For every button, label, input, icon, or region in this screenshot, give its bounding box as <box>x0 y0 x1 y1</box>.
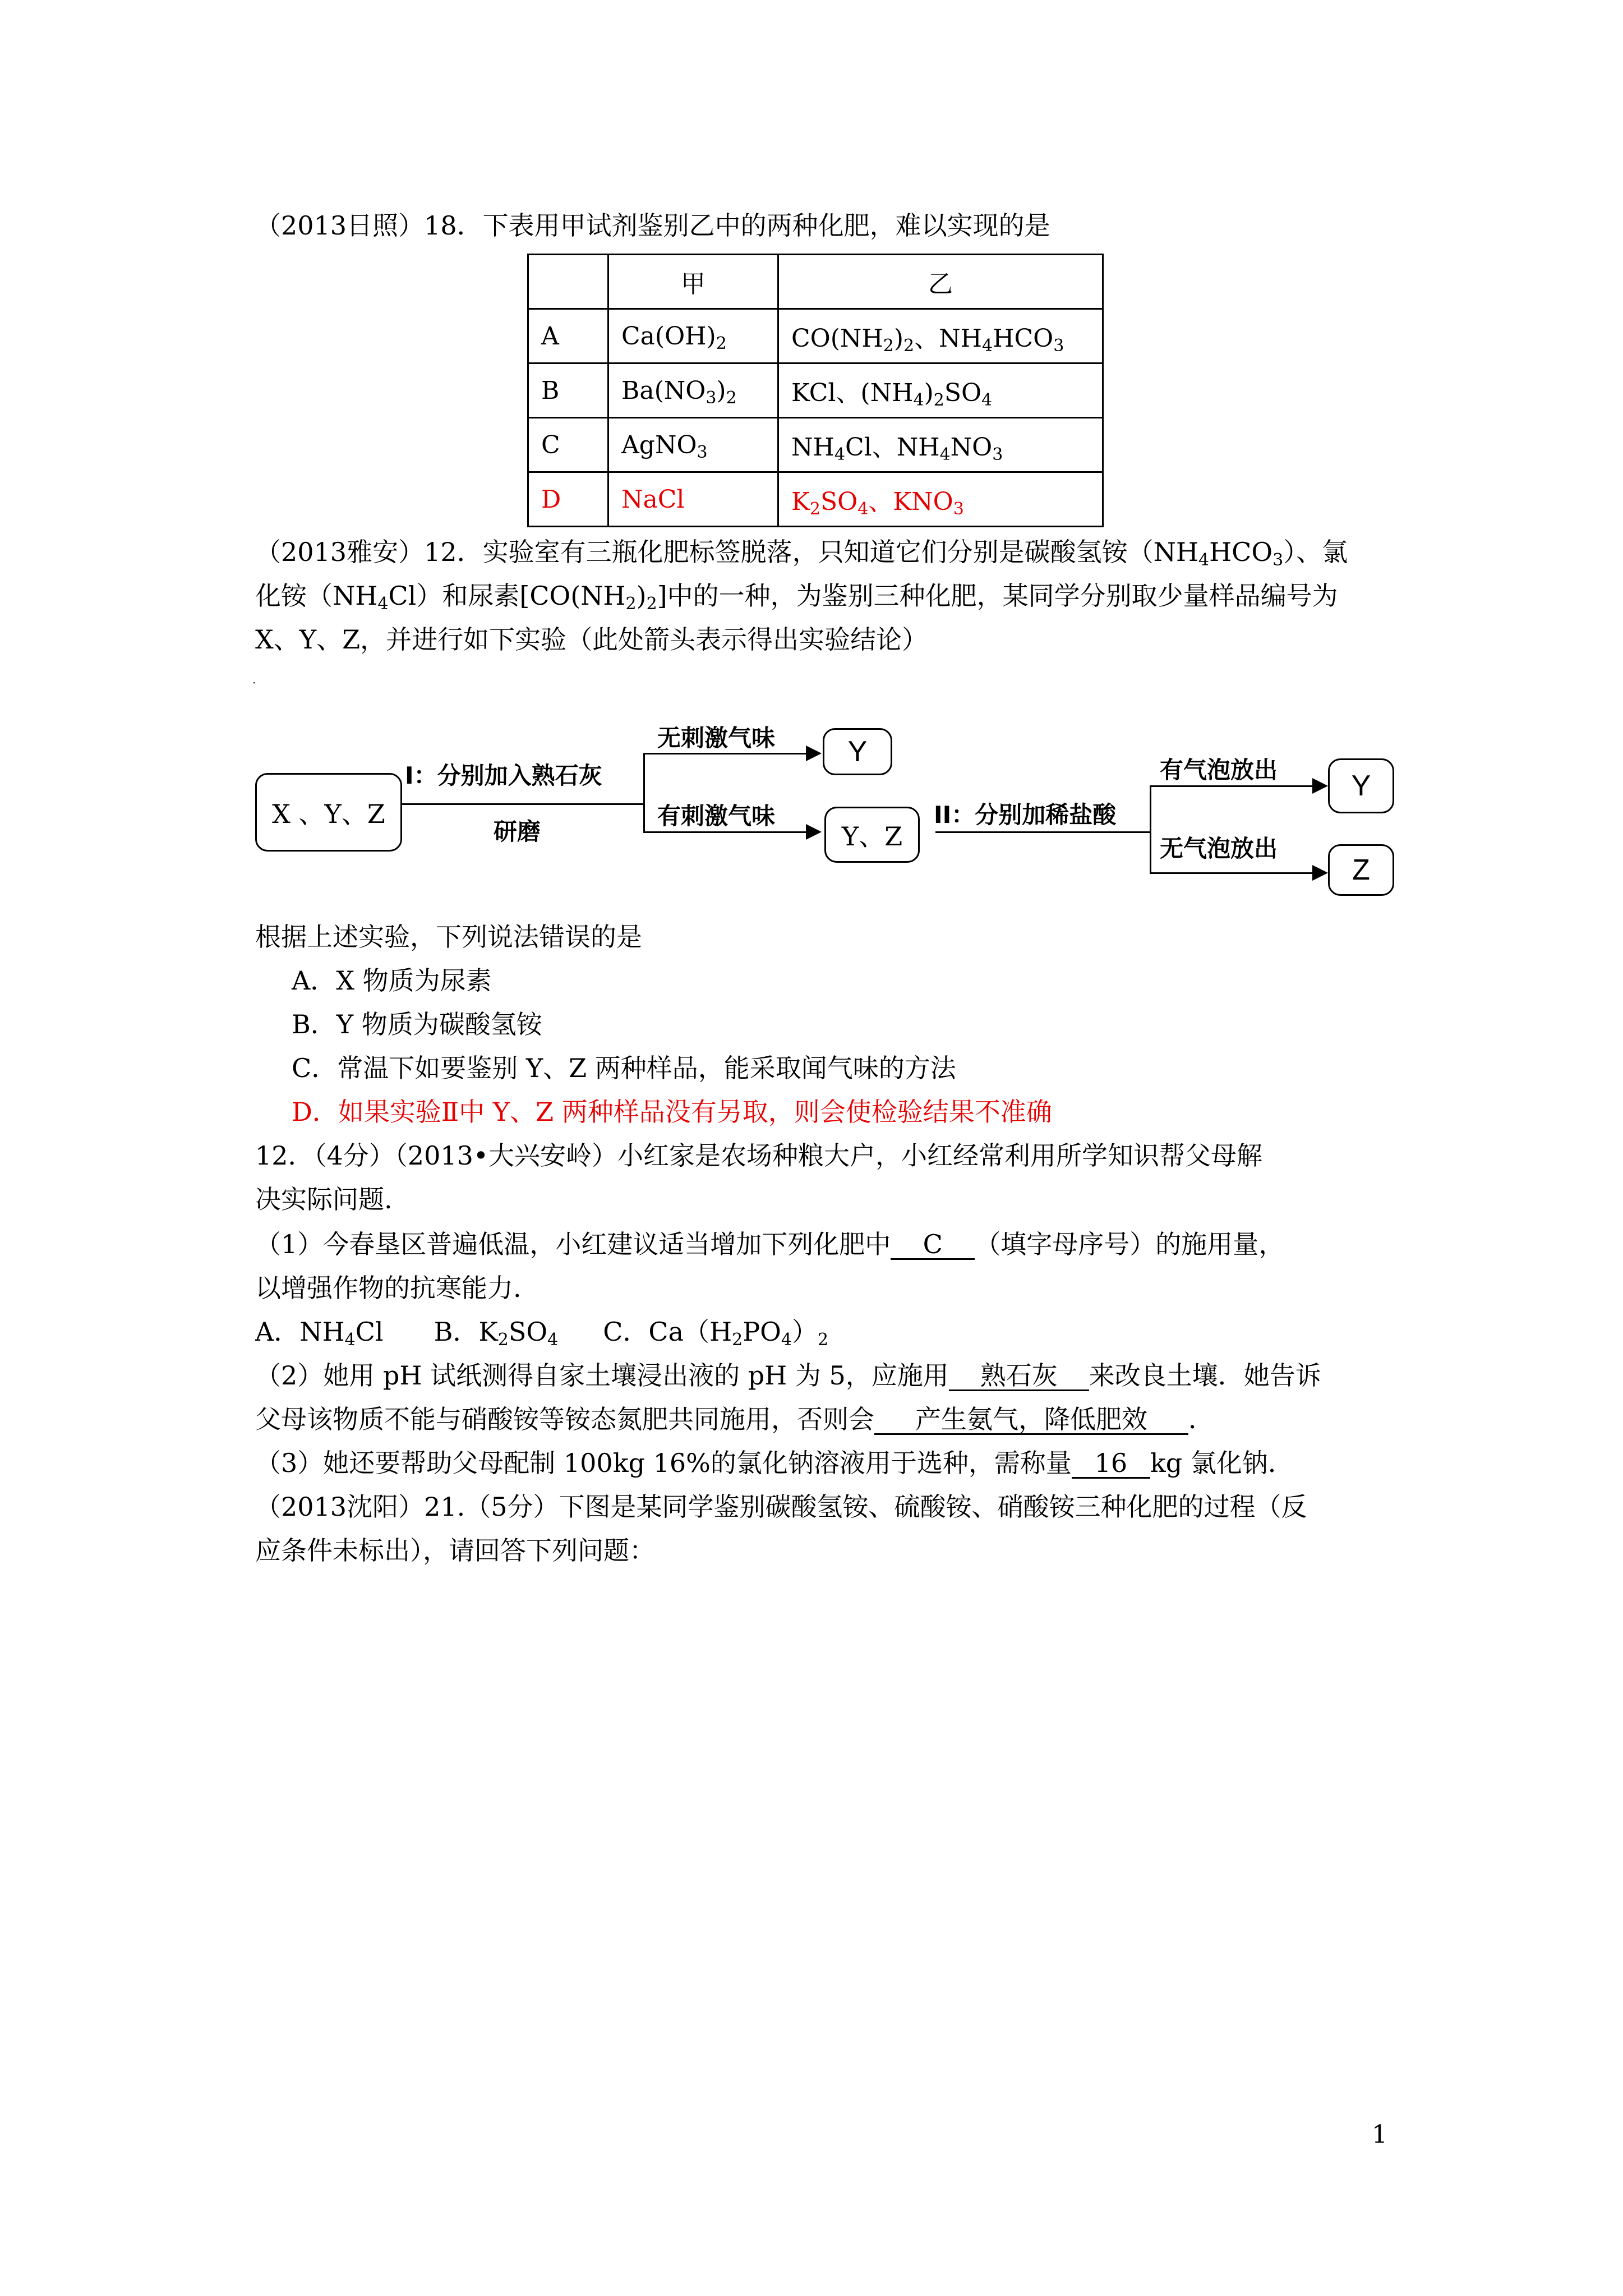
header-cell-jia: 甲 <box>608 255 778 309</box>
fertilizer-yi: $K_2SO_4$、$KNO_3$ <box>778 472 1103 527</box>
answer-blank: 产生氨气，降低肥效 <box>874 1405 1188 1435</box>
flow-step1-label: I：分别加入熟石灰 <box>405 762 602 789</box>
flow-mid-box: Y、Z <box>824 807 920 863</box>
q2-line2: 化铵$(NH_4Cl)$和尿素$[CO(NH_2)_2]$中的一种，为鉴别三种化肥，某同学分别取少量样品编号为 <box>255 581 1338 614</box>
q2-option-a: A．X 物质为尿素 <box>292 965 492 996</box>
page-number: 1 <box>1372 2120 1387 2149</box>
arrow-icon <box>806 746 822 761</box>
reagent-jia: NaCl <box>608 472 778 527</box>
reagent-table <box>527 254 1104 527</box>
row-label: C <box>528 418 608 472</box>
q2-option-c: C．常温下如要鉴别 Y、Z 两种样品，能采取闻气味的方法 <box>292 1053 956 1083</box>
table-row-answer <box>528 472 1103 527</box>
q4-line1: （2013沈阳）21.（5分）下图是某同学鉴别碳酸氢铵、硫酸铵、硝酸铵三种化肥的过程（反 <box>255 1492 1307 1522</box>
q3-part3: （3）她还要帮助父母配制 100kg 16%的氯化钠溶液用于选种，需称量 16 kg 氯化钠． <box>255 1448 1294 1478</box>
q3-line2: 决实际问题. <box>255 1184 393 1214</box>
reagent-jia: AgNO$_3$ <box>608 418 778 472</box>
row-label: B <box>528 364 608 418</box>
table-row <box>528 418 1103 472</box>
flow-branch-up-label: 无刺激气味 <box>657 724 776 752</box>
answer-blank: 16 <box>1072 1449 1150 1479</box>
arrow-icon <box>806 824 822 840</box>
flow-branch-down-label: 有刺激气味 <box>657 802 776 830</box>
q3-line1: 12．（4分）（2013•大兴安岭）小红家是农场种粮大户，小红经常利用所学知识帮父母解 <box>255 1140 1262 1171</box>
flow-result-y-box: Y <box>823 728 892 775</box>
fertilizer-yi: $NH_4Cl$、$NH_4NO_3$ <box>778 418 1103 472</box>
table-row <box>528 309 1103 364</box>
flow-branch2-up-label: 有气泡放出 <box>1160 756 1278 784</box>
flow-result-y2-box: Y <box>1328 758 1394 813</box>
q2-option-b: B．Y 物质为碳酸氢铵 <box>292 1009 542 1039</box>
flow-result-z-box: Z <box>1328 844 1394 896</box>
q2-line1: （2013雅安）12．实验室有三瓶化肥标签脱落，只知道它们分别是碳酸氢铵$(NH_4HCO_3)$、氯 <box>255 537 1348 570</box>
q2-option-d-answer: D．如果实验Ⅱ中 Y、Z 两种样品没有另取，则会使检验结果不准确 <box>292 1097 1052 1127</box>
header-cell-yi: 乙 <box>778 255 1103 309</box>
arrow-icon <box>1312 865 1328 881</box>
answer-blank: C <box>891 1230 975 1260</box>
flow-branch-line <box>643 753 645 831</box>
flow-step2-label: II：分别加稀盐酸 <box>934 801 1117 829</box>
q3-part1: （1）今春垦区普遍低温，小红建议适当增加下列化肥中 C （填字母序号）的施用量， <box>255 1229 1285 1259</box>
flow-branch2-down-label: 无气泡放出 <box>1160 835 1278 862</box>
q1-title: （2013日照）18．下表用甲试剂鉴别乙中的两种化肥，难以实现的是 <box>255 210 1050 241</box>
q3-part1-cont: 以增强作物的抗寒能力. <box>255 1273 522 1303</box>
fertilizer-yi: KCl、$(NH_4)_2SO_4$ <box>778 364 1103 418</box>
reagent-jia: $Ba(NO_3)_2$ <box>608 364 778 418</box>
q4-line2: 应条件未标出），请回答下列问题： <box>255 1535 655 1566</box>
table-row <box>528 364 1103 418</box>
flow-line <box>643 831 806 833</box>
header-cell-blank <box>528 255 608 309</box>
arrow-icon <box>1312 778 1328 794</box>
flow-line <box>1150 872 1312 874</box>
flow-branch-line <box>1150 785 1151 872</box>
q3-part2: （2）她用 pH 试纸测得自家土壤浸出液的 pH 为 5，应施用 熟石灰 来改良土壤．她告诉 <box>255 1360 1321 1391</box>
q2-line3: X、Y、Z，并进行如下实验（此处箭头表示得出实验结论） <box>255 624 928 655</box>
flow-line <box>402 803 643 805</box>
row-label: A <box>528 309 608 364</box>
q3-part2-cont: 父母该物质不能与硝酸铵等铵态氮肥共同施用，否则会 产生氨气，降低肥效 ． <box>255 1404 1214 1434</box>
row-label: D <box>528 472 608 527</box>
table-header-row <box>528 255 1103 309</box>
q3-options: A．$NH_4Cl$ B．$K_2SO_4$ C．$Ca(H_2PO_4)_2$ <box>255 1317 829 1350</box>
q2-question: 根据上述实验，下列说法错误的是 <box>255 922 642 952</box>
answer-blank: 熟石灰 <box>949 1361 1089 1391</box>
flow-line <box>1150 785 1312 787</box>
reagent-jia: $Ca(OH)_2$ <box>608 309 778 364</box>
flow-step1-sub: 研磨 <box>494 818 541 845</box>
flow-line <box>935 831 1150 833</box>
flow-start-box: X 、Y、Z <box>255 773 402 852</box>
fertilizer-yi: $CO(NH_2)_2$、$NH_4HCO_3$ <box>778 309 1103 364</box>
stray-dot: · <box>252 676 256 689</box>
